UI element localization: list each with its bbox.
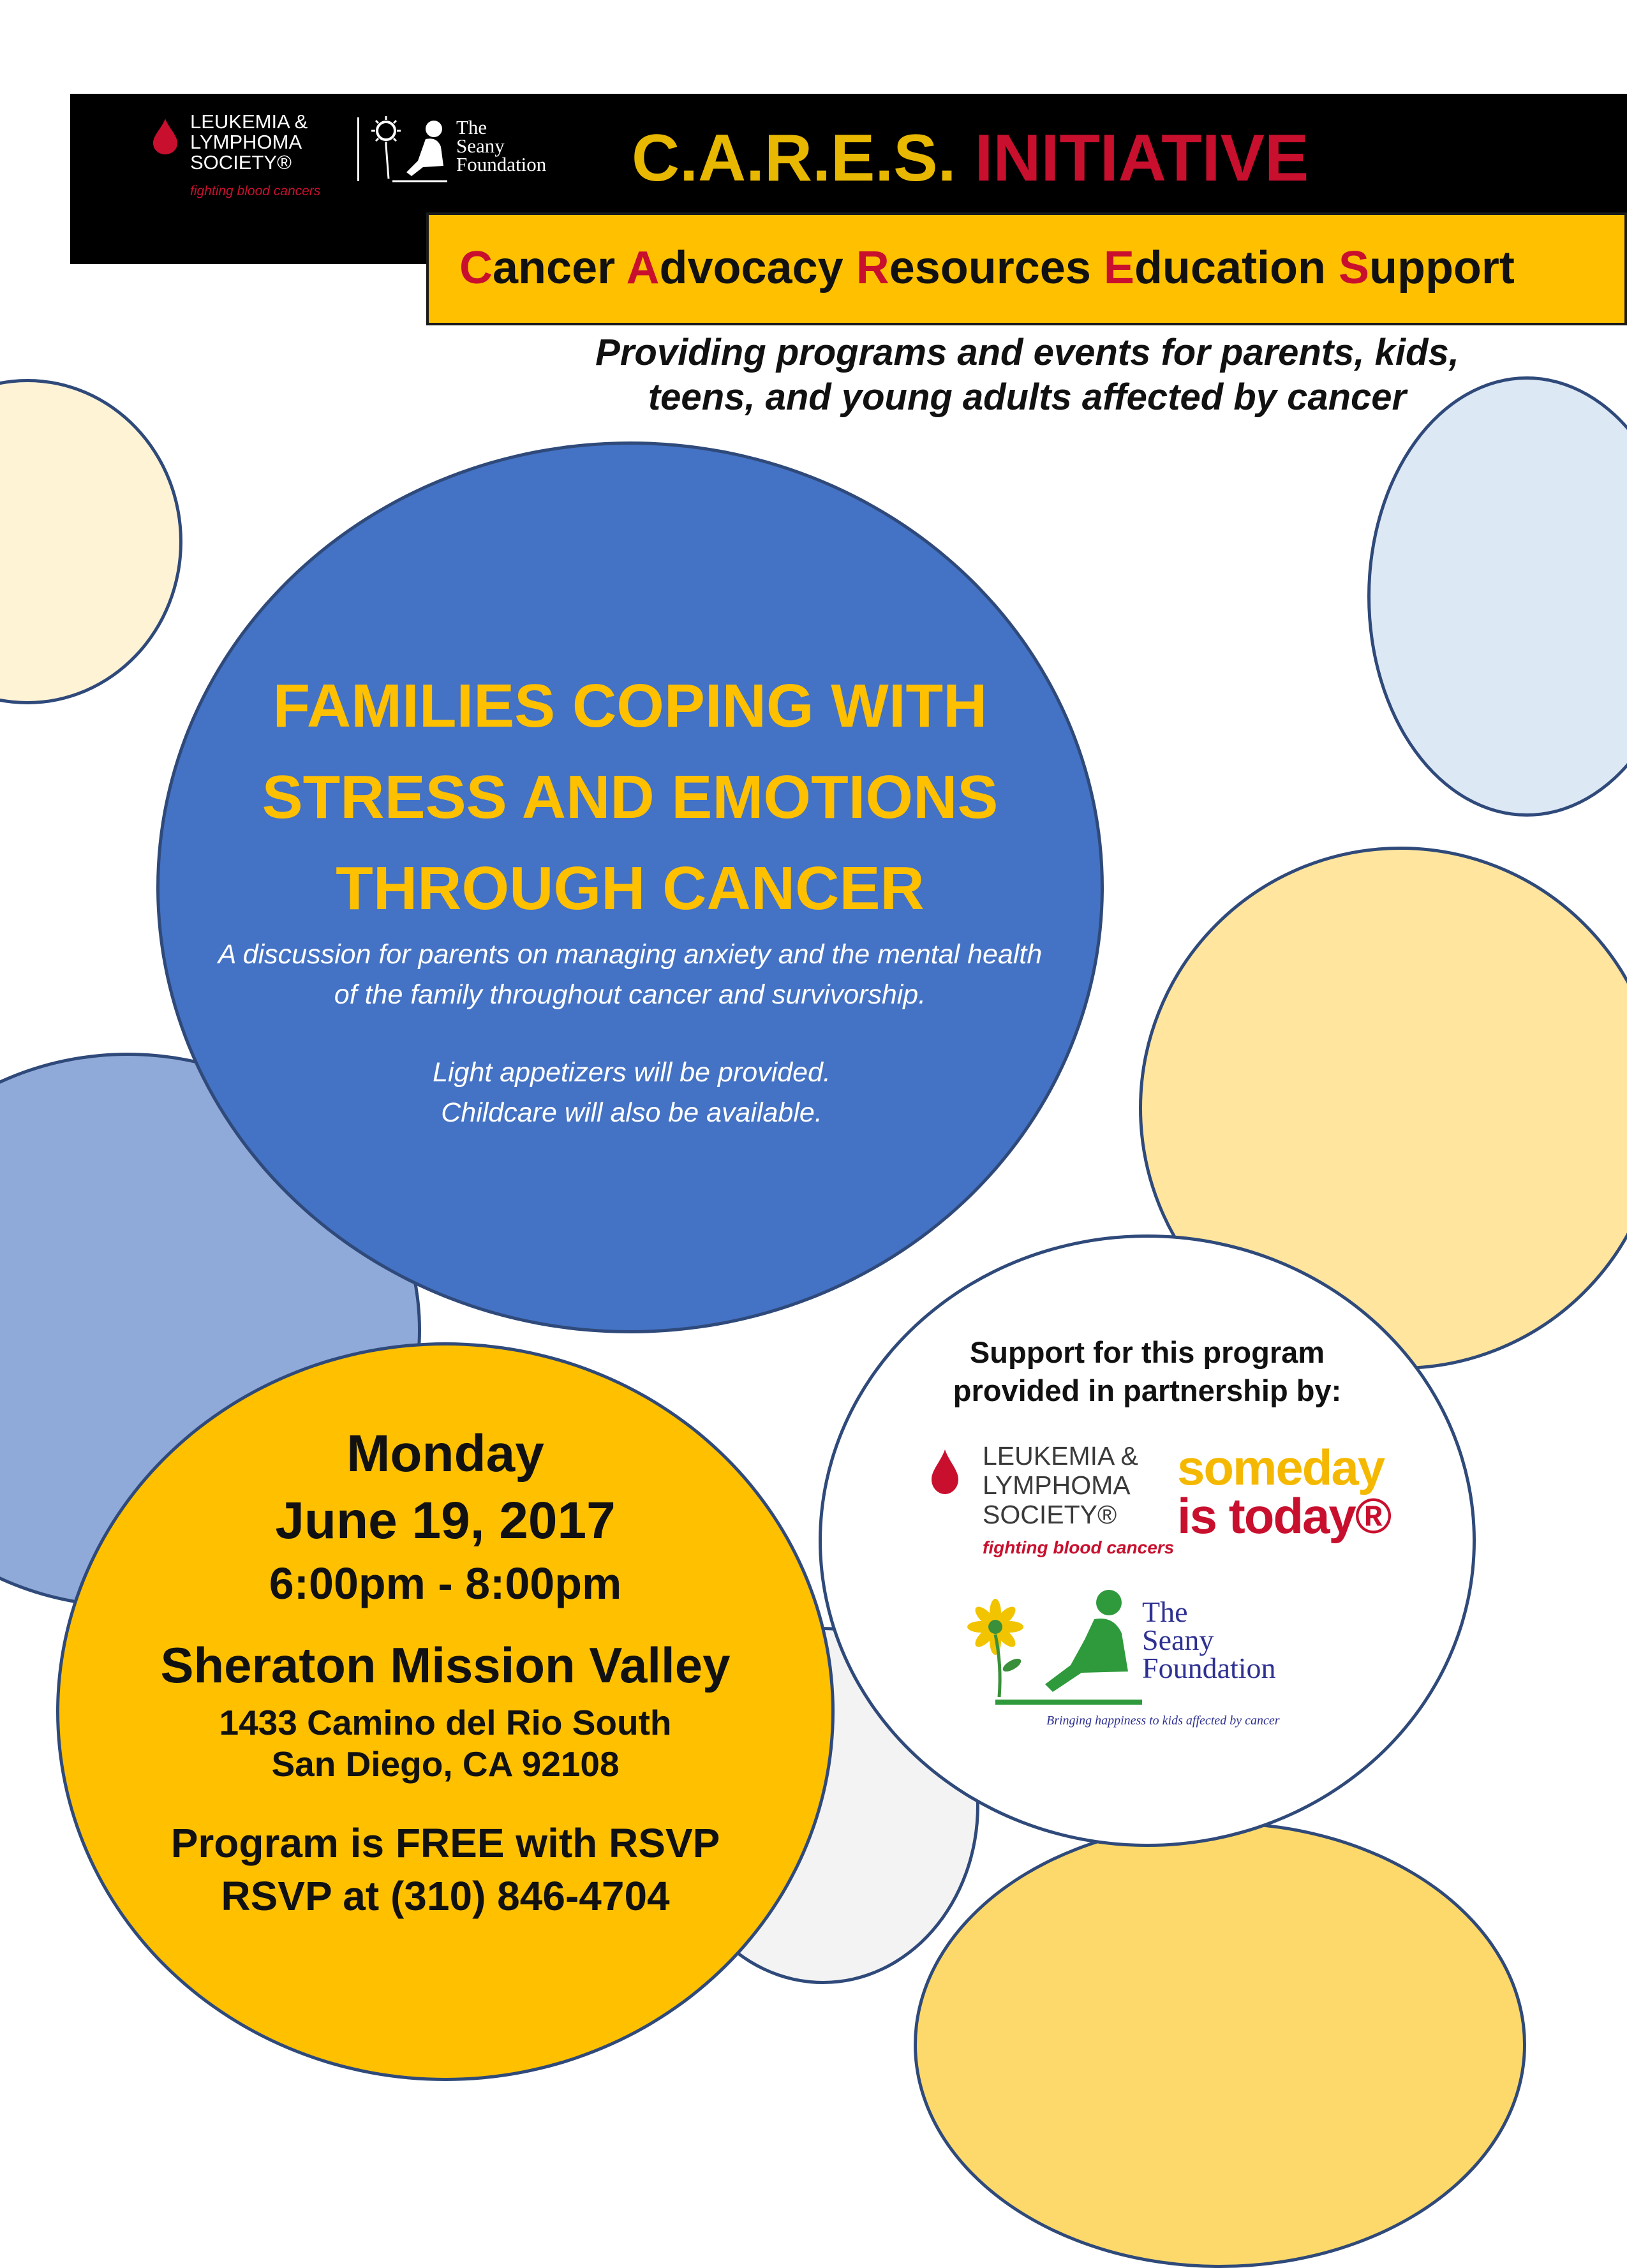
lls-logo-tagline: fighting blood cancers: [190, 184, 321, 198]
event-title-line: STRESS AND EMOTIONS: [262, 763, 999, 831]
lls-logo-line: LEUKEMIA &: [190, 110, 308, 133]
acronym-initial: E: [1103, 242, 1134, 293]
food-note: Light appetizers will be provided.: [433, 1057, 831, 1088]
seany-logo-line: The: [1142, 1596, 1188, 1628]
logo-divider: [357, 117, 359, 181]
page-title: [632, 120, 1309, 196]
seany-foundation-logo: [367, 115, 584, 191]
lls-logo-line: LEUKEMIA &: [983, 1441, 1138, 1471]
venue-name: Sheraton Mission Valley: [160, 1637, 731, 1693]
decorative-circle: [914, 1821, 1526, 2268]
blood-drop-icon: [153, 119, 177, 154]
lls-logo-tagline: fighting blood cancers: [983, 1538, 1175, 1557]
someday-is-today-logo: [1177, 1439, 1432, 1560]
acronym-word-rest: ancer: [493, 242, 616, 293]
partner-heading: [819, 1333, 1476, 1410]
event-description-line: of the family throughout cancer and survivorship.: [334, 979, 926, 1010]
seany-logo-line: Foundation: [1142, 1652, 1276, 1684]
lls-logo-line: SOCIETY®: [190, 151, 292, 174]
acronym-banner: [426, 212, 1627, 325]
lls-logo: [153, 112, 345, 208]
decorative-circle: [1367, 376, 1627, 817]
event-title: [160, 660, 1101, 934]
sitting-child-icon: [367, 115, 456, 185]
seany-logo-line: The: [456, 116, 487, 138]
seany-logo-line: Foundation: [456, 153, 547, 175]
childcare-note: Childcare will also be available.: [441, 1097, 822, 1128]
acronym-initial: C: [459, 242, 493, 293]
seany-logo-line: Seany: [1142, 1624, 1214, 1656]
event-description-line: A discussion for parents on managing anxiety and the mental health: [218, 939, 1043, 970]
tagline-line: teens, and young adults affected by cancer: [648, 376, 1407, 418]
blood-drop-icon: [932, 1449, 958, 1494]
tagline: [485, 330, 1570, 420]
event-title-line: FAMILIES COPING WITH: [272, 672, 988, 740]
seany-logo-line: Seany: [456, 135, 505, 157]
lls-logo-line: SOCIETY®: [983, 1500, 1117, 1529]
acronym-word-rest: dvocacy: [659, 242, 843, 293]
someday-logo-line: is today®: [1177, 1488, 1391, 1544]
rsvp-phone[interactable]: RSVP at (310) 846-4704: [221, 1873, 670, 1919]
event-date: June 19, 2017: [275, 1492, 616, 1550]
acronym-word-rest: ducation: [1134, 242, 1326, 293]
someday-logo-line: someday: [1177, 1439, 1385, 1495]
event-day: Monday: [346, 1425, 544, 1483]
acronym-word-rest: upport: [1369, 242, 1515, 293]
lls-logo-line: LYMPHOMA: [983, 1471, 1131, 1500]
tagline-line: Providing programs and events for parents, kids,: [595, 332, 1459, 373]
acronym-initial: R: [856, 242, 889, 293]
title-word: INITIATIVE: [974, 121, 1309, 195]
rsvp-free-note: Program is FREE with RSVP: [170, 1820, 720, 1866]
sitting-child-flower-icon: [957, 1589, 1148, 1716]
lls-logo-line: LYMPHOMA: [190, 131, 302, 153]
event-description: [147, 935, 1113, 1015]
seany-foundation-partner-logo: [957, 1589, 1314, 1735]
event-time: 6:00pm - 8:00pm: [269, 1559, 622, 1608]
venue-address-line: San Diego, CA 92108: [271, 1744, 620, 1784]
acronym-line: [459, 242, 1515, 294]
lls-partner-logo: [932, 1442, 1187, 1569]
acronym-initial: A: [626, 242, 660, 293]
venue-address-line: 1433 Camino del Rio South: [219, 1703, 672, 1742]
title-acronym: C.A.R.E.S.: [632, 121, 956, 195]
seany-logo-tagline: Bringing happiness to kids affected by cancer: [1046, 1714, 1280, 1728]
event-title-line: THROUGH CANCER: [336, 854, 925, 923]
partner-heading-line: Support for this program: [969, 1335, 1325, 1369]
partner-heading-line: provided in partnership by:: [953, 1374, 1342, 1407]
decorative-circle: [0, 379, 182, 704]
acronym-word-rest: esources: [889, 242, 1091, 293]
acronym-initial: S: [1338, 242, 1369, 293]
